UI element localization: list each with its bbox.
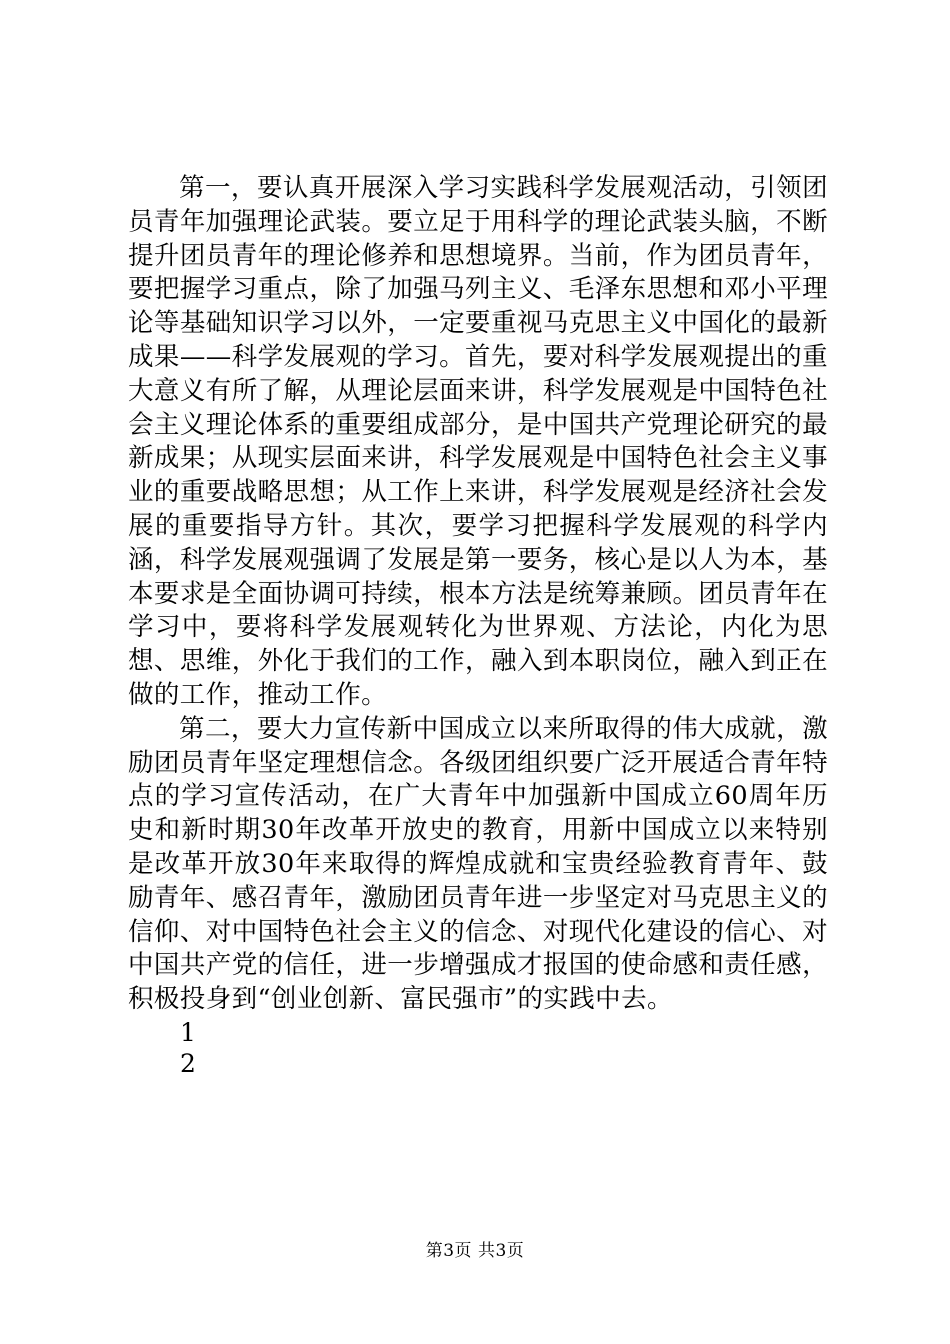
page-footer: 第3页 共3页 bbox=[425, 1241, 525, 1261]
paragraph-1: 第一，要认真开展深入学习实践科学发展观活动，引领团员青年加强理论武装。要立足于用科学的理论武装头脑，不断提升团员青年的理论修养和思想境界。当前，作为团员青年，要把握学习重点，除了加强马列主义、毛泽东思想和邓小平理论等基础知识学习以外，一定要重视马克思主义中国化的最新成果——科学发展观的学习。首先，要对科学发展观提出的重大意义有所了解，从理论层面来讲，科学发展观是中国特色社会主义理论体系的重要组成部分，是中国共产党理论研究的最新成果；从现实层面来讲，科学发展观是中国特色社会主义事业的重要战略思想；从工作上来讲，科学发展观是经济社会发展的重要指导方针。其次，要学习把握科学发展观的科学内涵，科学发展观强调了发展是第一要务，核心是以人为本，基本要求是全面协调可持续，根本方法是统筹兼顾。团员青年在学习中，要将科学发展观转化为世界观、方法论，内化为思想、思维，外化于我们的工作，融入到本职岗位，融入到正在做的工作，推动工作。 bbox=[128, 173, 828, 710]
paragraph-2: 第二，要大力宣传新中国成立以来所取得的伟大成就，激励团员青年坚定理想信念。各级团组织要广泛开展适合青年特点的学习宣传活动，在广大青年中加强新中国成立60周年历史和新时期30年改革开放史的教育，用新中国成立以来特别是改革开放30年来取得的辉煌成就和宝贵经验教育青年、鼓励青年、感召青年，激励团员青年进一步坚定对马克思主义的信仰、对中国特色社会主义的信念、对现代化建设的信心、对中国共产党的信任，进一步增强成才报国的使命感和责任感，积极投身到“创业创新、富民强市”的实践中去。 bbox=[128, 713, 828, 1015]
document-body bbox=[128, 172, 828, 1079]
page-link-2[interactable]: 2 bbox=[180, 1048, 196, 1078]
page-link-1[interactable]: 1 bbox=[180, 1017, 196, 1047]
